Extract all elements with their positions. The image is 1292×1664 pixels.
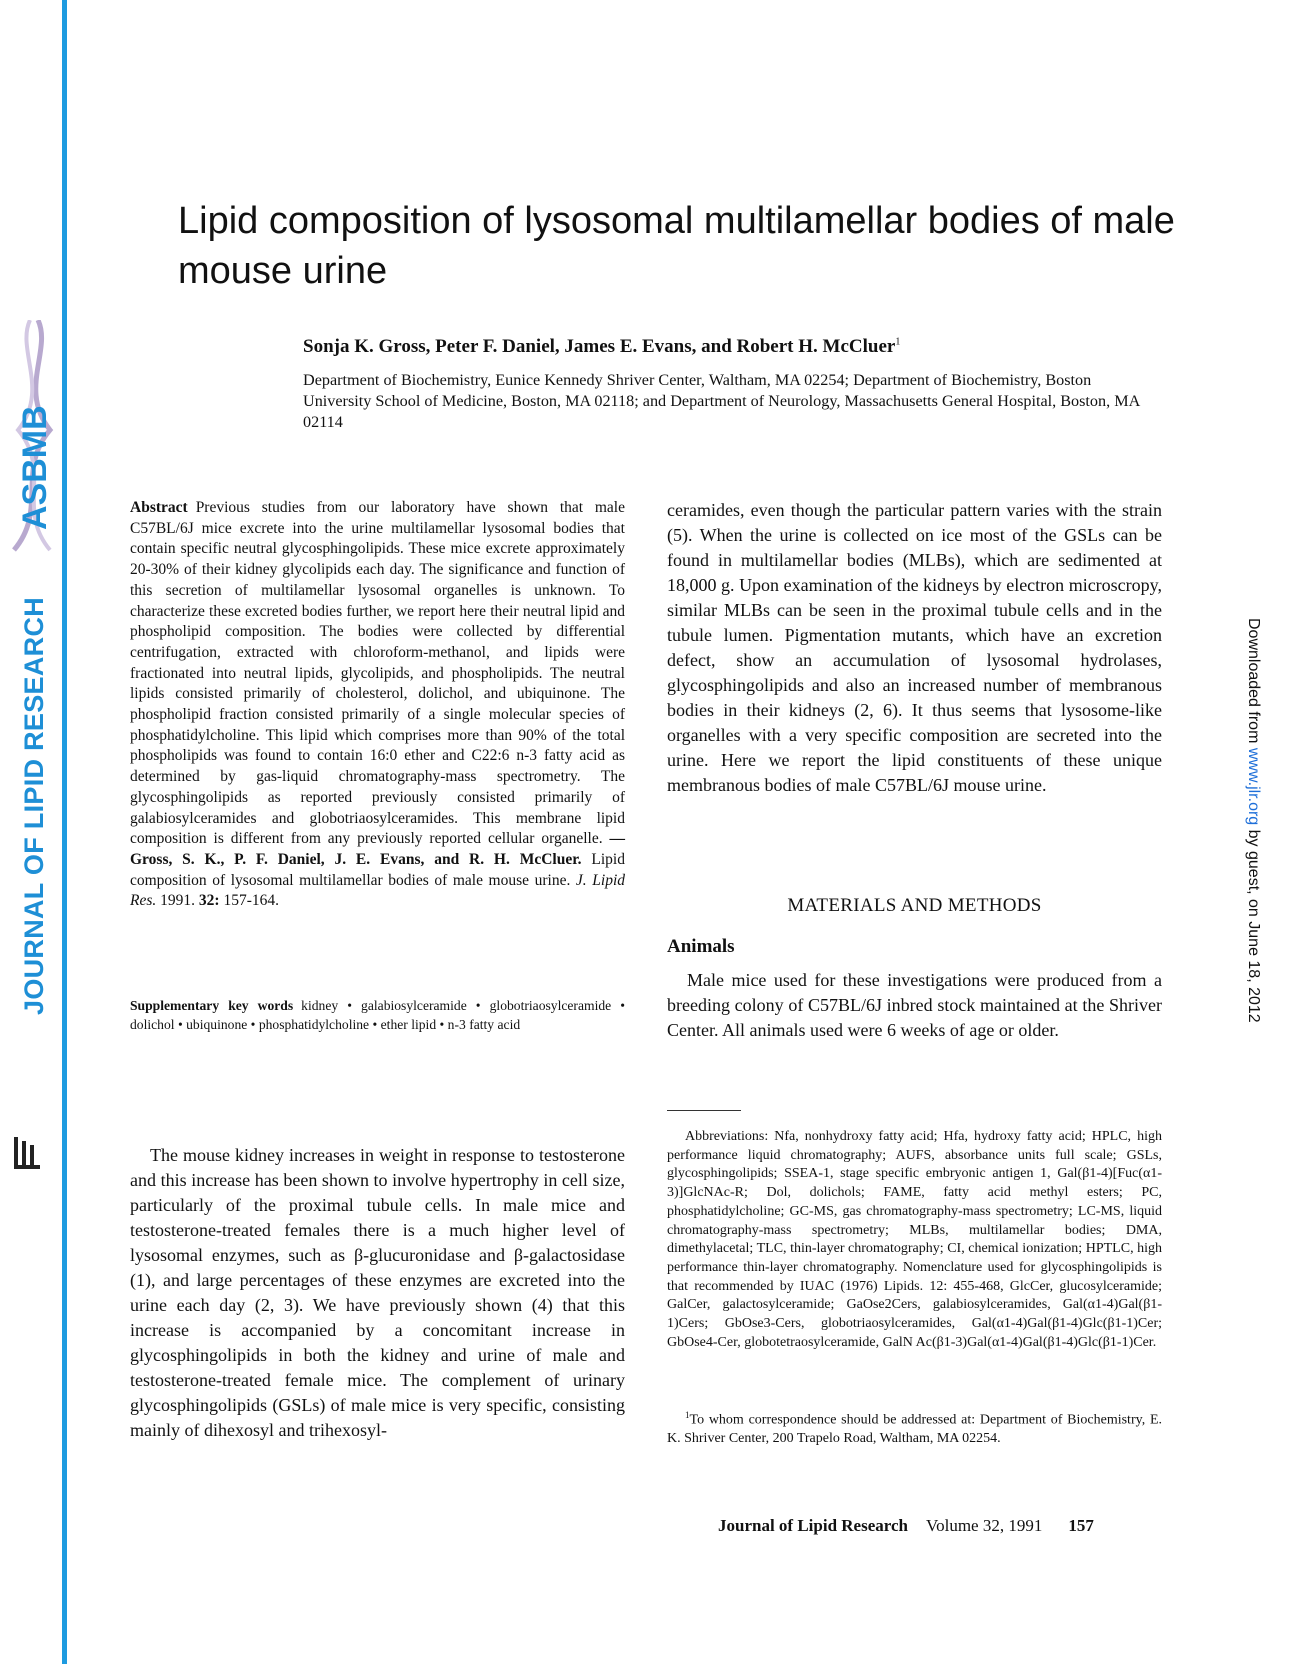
download-note: Downloaded from www.jlr.org by guest, on June 18, 2012 bbox=[1245, 618, 1262, 1023]
citation-pages: 157-164. bbox=[223, 892, 279, 910]
page-number: 157 bbox=[1068, 1516, 1094, 1535]
journal-side-label: JOURNAL OF LIPID RESEARCH bbox=[19, 596, 49, 1015]
citation-journal: J. Lipid Res. bbox=[130, 871, 625, 910]
margin-rule bbox=[62, 0, 67, 1664]
citation-authors: —Gross, S. K., P. F. Daniel, J. E. Evans, and R. H. McCluer. bbox=[130, 830, 625, 868]
footer-volume: Volume 32, 1991 bbox=[926, 1516, 1043, 1535]
key-words-heading: Supplementary key words bbox=[130, 998, 294, 1013]
abbreviations-footnote: Abbreviations: Nfa, nonhydroxy fatty acid; Hfa, hydroxy fatty acid; HPLC, high performance liquid chromatography; AUFS, absorbance units full scale; GSLs, glycosphingolipids; SSEA-1, stage specific embryonic antigen 1, Gal(β1-4)[Fuc(α1-3)]GlcNAc-R; Dol, dolichols; FAME, fatty acid methyl esters; PC, phosphatidylcholine; GC-MS, gas chromatography-mass spectrometry; LC-MS, liquid chromatography-mass spectrometry; MLBs, multilamellar bodies; DMA, dimethylacetal; TLC, thin-layer chromatography; CI, chemical ionization; HPTLC, high performance thin-layer chromatography. Nomenclature used for glycosphingolipids is that recommended by IUAC (1976) Lipids. 12: 455-468, GlcCer, glucosylceramide; GalCer, galactosylceramide; GaOse2Cers, galabiosylceramides, Gal(α1-4)Gal(β1-1)Cers; GbOse3-Cers, globotriaosylceramides, Gal(α1-4)Gal(β1-4)Glc(β1-1)Cer; GbOse4-Cer, globotetraosylceramide, GalN Ac(β1-3)Gal(α1-4)Gal(β1-4)Glc(β1-1)Cer. bbox=[667, 1129, 1162, 1350]
correspondence-mark: 1 bbox=[685, 1410, 690, 1420]
methods-heading: MATERIALS AND METHODS bbox=[787, 895, 1042, 916]
footer-journal: Journal of Lipid Research bbox=[718, 1516, 909, 1535]
citation-year: 1991. bbox=[160, 892, 196, 910]
intro-paragraph-continued: ceramides, even though the particular pattern varies with the strain (5). When the urine is collected on ice most of the GSLs can be found in multilamellar bodies (MLBs), which are sedimented at 18,000 g. Upon examination of the kidneys by electron microscropy, similar MLBs can be seen in the proximal tubule cells and in the tubule lumen. Pigmentation mutants, which have an excretion defect, show an accumulation of lysosomal hydrolases, glycosphingolipids and also an increased number of membranous bodies in their kidneys (2, 6). It thus seems that lysosome-like organelles with a very specific composition are secreted into the urine. Here we report the lipid constituents of these unique membranous bodies of male C57BL/6J mouse urine. bbox=[667, 500, 1162, 795]
article-title: Lipid composition of lysosomal multilamellar bodies of male mouse urine bbox=[178, 200, 1175, 292]
citation-volume: 32: bbox=[198, 892, 220, 910]
asbmb-logo-text: ASBMB bbox=[16, 405, 54, 530]
asbmb-logo bbox=[8, 320, 60, 560]
affiliation: Department of Biochemistry, Eunice Kennedy Shriver Center, Waltham, MA 02254; Department of Biochemistry, Boston University School of Medicine, Boston, MA 02118; and Department of Neurology, Massachusetts General Hospital, Boston, MA 02114 bbox=[303, 371, 1140, 431]
abstract bbox=[130, 498, 625, 912]
intro-paragraph: The mouse kidney increases in weight in response to testosterone and this increase has been shown to involve hypertrophy in cell size, particularly of the proximal tubule cells. In male mice and testosterone-treated females there is a much higher level of lysosomal enzymes, such as β-glucuronidase and β-galactosidase (1), and large percentages of these enzymes are excreted into the urine each day (2, 3). We have previously shown (4) that this increase is accompanied by a concomitant increase in glycosphingolipids in both the kidney and urine of male and testosterone-treated female mice. The complement of urinary glycosphingolipids (GSLs) of male mice is very specific, consisting mainly of dihexosyl and trihexosyl- bbox=[130, 1145, 625, 1440]
page-footer bbox=[718, 1516, 1094, 1536]
abstract-heading: Abstract bbox=[130, 499, 188, 516]
author-list: Sonja K. Gross, Peter F. Daniel, James E. Evans, and Robert H. McCluer$^1$ bbox=[303, 336, 901, 357]
jlr-mark-icon bbox=[12, 1135, 42, 1171]
animals-subheading: Animals bbox=[667, 936, 735, 957]
correspondence-footnote: $^1$To whom correspondence should be addressed at: Department of Biochemistry, E. K. Shriver Center, 200 Trapelo Road, Waltham, MA 02254. bbox=[667, 1410, 1162, 1447]
author-footnote-mark: 1 bbox=[895, 336, 901, 348]
citation-title: Lipid composition of lysosomal multilamellar bodies of male mouse urine. bbox=[130, 850, 625, 889]
footnote-rule bbox=[667, 1110, 741, 1111]
key-words-text: kidney • galabiosylceramide • globotriaosylceramide • dolichol • ubiquinone • phosphatidylcholine • ether lipid • n-3 fatty acid bbox=[130, 998, 626, 1032]
animals-paragraph: Male mice used for these investigations were produced from a breeding colony of C57BL/6J inbred stock maintained at the Shriver Center. All animals used were 6 weeks of age or older. bbox=[667, 970, 1162, 1040]
key-words bbox=[130, 996, 625, 1034]
download-link[interactable]: www.jlr.org bbox=[1245, 747, 1262, 826]
abstract-text: Previous studies from our laboratory have shown that male C57BL/6J mice excrete into the urine multilamellar lysosomal bodies that contain specific neutral glycosphingolipids. These mice excrete approximately 20-30% of their kidney glycolipids each day. The significance and function of this secretion of multilamellar lysosomal organelles is unknown. To characterize these excreted bodies further, we report here their neutral lipid and phospholipid composition. The bodies were collected by differential centrifugation, extracted with chloroform-methanol, and lipids were fractionated into neutral lipids, glycolipids, and phospholipids. The neutral lipids consisted primarily of cholesterol, dolichol, and ubiquinone. The phospholipid fraction consisted primarily of a single molecular species of phosphatidylcholine. This lipid which comprises more than 90% of the total phospholipids was found to contain 16:0 ether and C22:6 n-3 fatty acid as determined by gas-liquid chromatography-mass spectrometry. The glycosphingolipids as reported previously consisted primarily of galabiosylceramides and globotriaosylceramides. This membrane lipid composition is different from any previously reported cellular organelle. bbox=[130, 499, 625, 848]
